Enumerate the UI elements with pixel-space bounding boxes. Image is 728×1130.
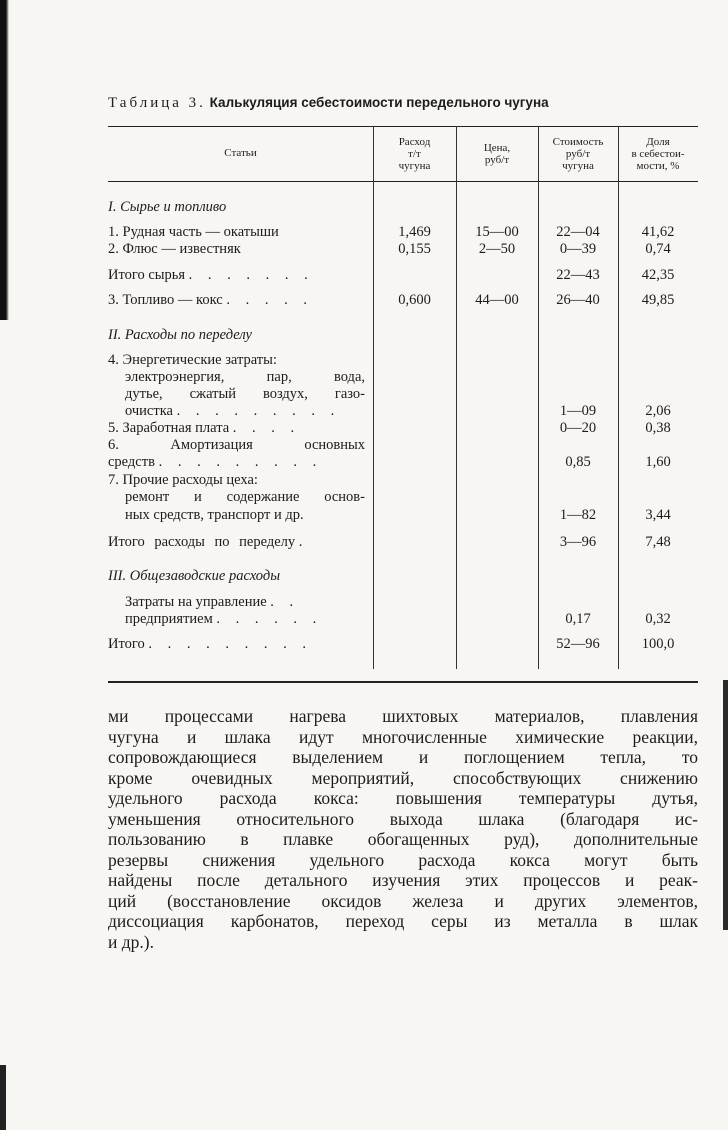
cost-table [108, 126, 698, 669]
section-redistribution: II. Расходы по переделу [108, 327, 252, 343]
header-share [618, 136, 698, 172]
row7-line1: 7. Прочие расходы цеха: [108, 472, 258, 488]
row1-share: 41,62 [641, 224, 675, 240]
row6-line2-text: средств [108, 454, 155, 470]
body-line-5: удельного расхода кокса: повышения температуры дутья, [108, 788, 698, 808]
header-share-l2: в себестои- [631, 148, 685, 160]
grand-total-cost: 52—96 [556, 636, 600, 652]
row7-cost: 1—82 [559, 507, 597, 523]
row6-dots: . . . . . . . . . [158, 454, 323, 470]
row1-consumption: 1,469 [398, 224, 431, 240]
header-consumption-l2: т/т [408, 148, 421, 160]
body-line-2: чугуна и шлака идут многочисленные химические реакции, [108, 726, 698, 747]
body-line-3: сопровождающиеся выделением и поглощением тепла, то [108, 747, 698, 767]
row4-share: 2,06 [645, 403, 671, 419]
row5-share: 0,38 [645, 420, 671, 436]
table-top-rule [108, 126, 698, 127]
row4-line3: дутье, сжатый воздух, газо- [125, 386, 365, 402]
row1-price: 15—00 [475, 224, 519, 240]
row7-line3: ных средств, транспорт и др. [125, 507, 304, 523]
raw-total-text: Итого сырья [108, 267, 186, 283]
row2-label: 2. Флюс — известняк [108, 241, 241, 257]
row3-consumption: 0,600 [398, 292, 431, 308]
header-cost-l1: Стоимость [552, 136, 604, 148]
scan-edge-left-bottom [0, 1065, 6, 1130]
header-price-l1: Цена, [483, 142, 511, 154]
scan-edge-left [0, 0, 9, 320]
row8-line1-text: Затраты на управление [125, 594, 267, 610]
row6-cost: 0,85 [565, 454, 591, 470]
body-line-8: резервы снижения удельного расхода кокса могут быть [108, 849, 698, 870]
col-divider-4 [618, 126, 619, 669]
row2-consumption: 0,155 [398, 241, 431, 257]
header-price-l2: руб/т [484, 154, 510, 166]
row3-text: 3. Топливо — кокс [108, 292, 223, 308]
row7-share: 3,44 [645, 507, 671, 523]
row4-line1: 4. Энергетические затраты: [108, 352, 277, 368]
header-cost-l3: чугуна [562, 160, 594, 172]
row6-line2 [108, 454, 322, 471]
row8-line2-text: предприятием [125, 611, 213, 627]
header-rule [108, 181, 698, 182]
row3-label [108, 292, 313, 309]
raw-total-dots: . . . . . . . [188, 267, 314, 283]
header-share-l3: мости, % [636, 160, 680, 172]
redist-total-share: 7,48 [645, 534, 671, 550]
raw-total-label [108, 267, 314, 284]
row7-line2: ремонт и содержание основ- [125, 489, 365, 505]
header-price [456, 142, 538, 166]
table-caption-label: Таблица 3. [108, 95, 206, 111]
body-line-7: пользованию в плавке обогащенных руд), дополнительные [108, 829, 698, 849]
col-divider-2 [456, 126, 457, 669]
body-line-6: уменьшения относительного выхода шлака (благодаря ис- [108, 808, 698, 829]
row6-share: 1,60 [645, 454, 671, 470]
grand-total-text: Итого [108, 636, 145, 652]
row2-price: 2—50 [478, 241, 516, 257]
grand-total-label [108, 636, 312, 653]
grand-total-dots: . . . . . . . . . [148, 636, 312, 652]
row3-cost: 26—40 [556, 292, 600, 308]
grand-total-share: 100,0 [641, 636, 675, 652]
redist-total-text: Итого расходы по переделу [108, 534, 296, 550]
row2-cost: 0—39 [559, 241, 597, 257]
scan-edge-right [723, 680, 728, 930]
redist-total-label [108, 534, 308, 551]
body-paragraph [108, 706, 698, 952]
row4-dots: . . . . . . . . . [176, 403, 341, 419]
table-caption-title: Калькуляция себестоимости передельного чугуна [209, 95, 549, 110]
raw-total-share: 42,35 [641, 267, 675, 283]
table-bottom-rule [108, 681, 698, 683]
row8-dots2: . . . . . . [216, 611, 323, 627]
table-caption [108, 95, 549, 112]
body-line-12: и др.). [108, 931, 154, 952]
row4-line2: электроэнергия, пар, вода, [125, 369, 365, 385]
row6-line1: 6. Амортизация основных [108, 437, 365, 453]
body-line-1: ми процессами нагрева шихтовых материалов, плавления [108, 706, 698, 726]
header-consumption-l1: Расход [398, 136, 431, 148]
redist-total-dots: . [298, 534, 309, 550]
row8-cost: 0,17 [565, 611, 591, 627]
section-raw-materials: I. Сырье и топливо [108, 199, 227, 215]
row5-label [108, 420, 300, 437]
header-items-text: Статьи [224, 147, 257, 159]
section-general-plant: III. Общезаводские расходы [108, 568, 281, 584]
row3-share: 49,85 [641, 292, 675, 308]
row4-cost: 1—09 [559, 403, 597, 419]
row1-label: 1. Рудная часть — окатыши [108, 224, 279, 240]
row3-price: 44—00 [475, 292, 519, 308]
raw-total-cost: 22—43 [556, 267, 600, 283]
col-divider-3 [538, 126, 539, 669]
header-cost [538, 136, 618, 172]
body-line-9: найдены после детального изучения этих процессов и реак- [108, 870, 698, 890]
header-cost-l2: руб/т [565, 148, 591, 160]
row5-text: 5. Заработная плата [108, 420, 230, 436]
body-line-11: диссоциация карбонатов, переход серы из металла в шлак [108, 911, 698, 931]
row4-line4-text: очистка [125, 403, 173, 419]
col-divider-1 [373, 126, 374, 669]
row2-share: 0,74 [645, 241, 671, 257]
header-consumption [373, 136, 456, 172]
row8-dots1: . . [270, 594, 300, 610]
row5-cost: 0—20 [559, 420, 597, 436]
header-consumption-l3: чугуна [398, 160, 431, 172]
row3-dots: . . . . . [226, 292, 313, 308]
body-line-4: кроме очевидных мероприятий, способствующих снижению [108, 767, 698, 788]
row5-dots: . . . . [232, 420, 301, 436]
redist-total-cost: 3—96 [559, 534, 597, 550]
header-share-l1: Доля [646, 136, 670, 148]
row8-line1 [125, 594, 299, 611]
row1-cost: 22—04 [556, 224, 600, 240]
row8-line2 [125, 611, 322, 628]
body-line-10: ций (восстановление оксидов железа и других элементов, [108, 890, 698, 911]
row8-share: 0,32 [645, 611, 671, 627]
header-items [108, 147, 373, 159]
row4-line4 [125, 403, 340, 420]
